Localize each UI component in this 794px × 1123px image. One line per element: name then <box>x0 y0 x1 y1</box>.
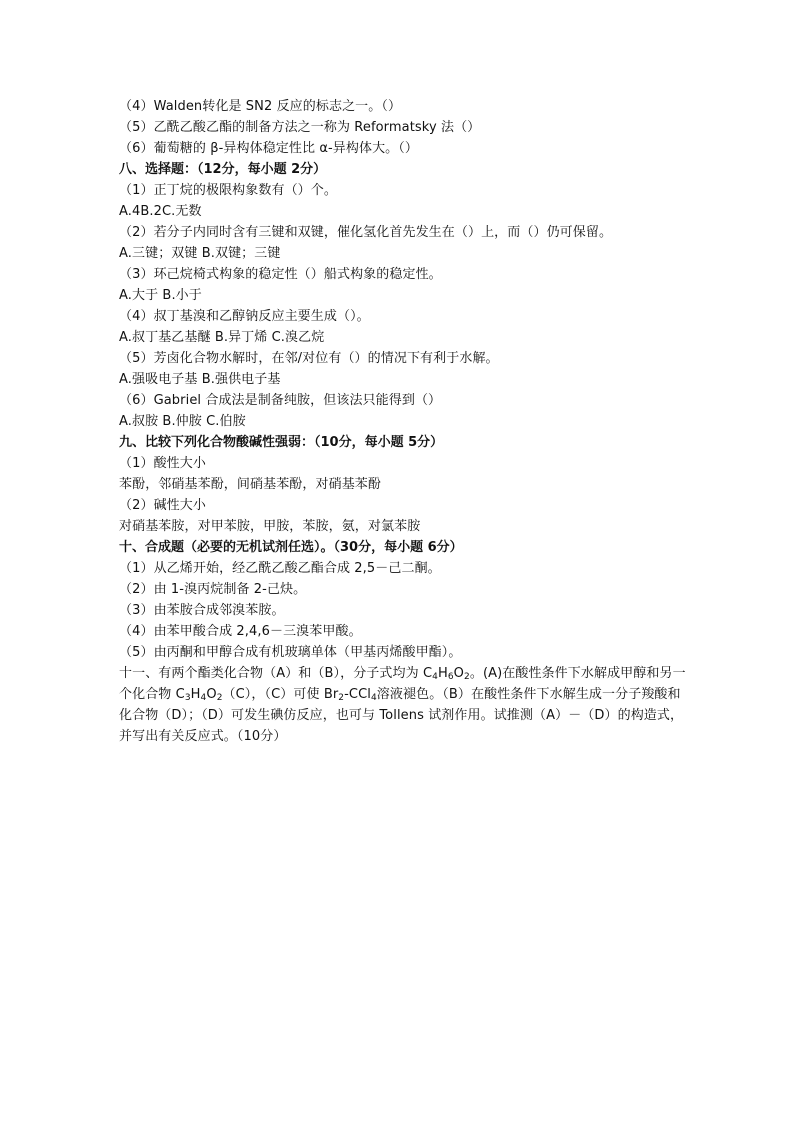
section-9-line: （1）酸性大小 <box>119 456 206 471</box>
formula-subscript: 4 <box>432 672 438 682</box>
section-8-line: （1）正丁烷的极限构象数有（）个。 <box>119 183 337 198</box>
formula-element: O <box>206 687 217 702</box>
exam-content <box>119 96 689 747</box>
section-10-line: （3）由苯胺合成邻溴苯胺。 <box>119 603 285 618</box>
section-8-title: 八、选择题：（12分，每小题 2分） <box>119 162 327 177</box>
section-8-line: （4）叔丁基溴和乙醇钠反应主要生成（）。 <box>119 309 370 324</box>
formula-element: O <box>453 666 465 681</box>
section-10-title: 十、合成题（必要的无机试剂任选）。（30分，每小题 6分） <box>119 540 463 555</box>
formula-subscript: 2 <box>464 672 470 682</box>
section-9-title: 九、比较下列化合物酸碱性强弱：（10分，每小题 5分） <box>119 435 444 450</box>
section-10-line: （5）由丙酮和甲醇合成有机玻璃单体（甲基丙烯酸甲酯）。 <box>119 645 462 660</box>
section-11-text: 。(A)在酸性条件下水解成甲醇和另一个化合物 C <box>119 666 686 702</box>
section-10-line: （1）从乙烯开始，经乙酰乙酸乙酯合成 2,5－己二酮。 <box>119 561 441 576</box>
section-10-line: （4）由苯甲酸合成 2,4,6－三溴苯甲酸。 <box>119 624 362 639</box>
section-11-text: 十一、有两个酯类化合物（A）和（B），分子式均为 C <box>119 666 433 681</box>
section-10-line: （2）由 1-溴丙烷制备 2-己炔。 <box>119 582 307 597</box>
formula-subscript: 6 <box>447 672 454 682</box>
question-5-true-false: （5）乙酰乙酸乙酯的制备方法之一称为 Reformatsky 法（） <box>119 120 481 135</box>
section-11-text: （C），（C）可使 Br <box>222 687 339 702</box>
formula-subscript: 4 <box>200 693 207 703</box>
section-8-line: A.叔胺 B.仲胺 C.伯胺 <box>119 414 246 429</box>
formula-subscript: 2 <box>338 693 345 703</box>
section-9-line: 苯酚，邻硝基苯酚，间硝基苯酚，对硝基苯酚 <box>119 477 382 492</box>
question-6-true-false: （6）葡萄糖的 β-异构体稳定性比 α-异构体大。（） <box>119 141 418 156</box>
section-9-line: 对硝基苯胺，对甲苯胺，甲胺，苯胺，氨，对氯苯胺 <box>119 519 421 534</box>
formula-element: H <box>437 666 448 681</box>
formula-subscript: 2 <box>216 693 223 703</box>
section-8-line: （2）若分子内同时含有三键和双键，催化氢化首先发生在（）上，而（）仍可保留。 <box>119 225 613 240</box>
section-8-line: （3）环己烷椅式构象的稳定性（）船式构象的稳定性。 <box>119 267 442 282</box>
section-8-line: A.大于 B.小于 <box>119 288 202 303</box>
formula-subscript: 3 <box>184 693 191 703</box>
section-8-line: A.4B.2C.无数 <box>119 204 202 219</box>
section-11-paragraph <box>119 663 689 747</box>
section-11-text: 溶液褪色。（B）在酸性条件下水解生成一分子羧酸和化合物（D）；（D）可发生碘仿反应，也可与 Tollens 试剂作用。试推测（A）－（D）的构造式，并写出有关反应式。（10分） <box>119 687 684 744</box>
section-9-line: （2）碱性大小 <box>119 498 206 513</box>
question-4-true-false: （4）Walden转化是 SN2 反应的标志之一。（） <box>119 99 402 114</box>
section-8-line: A.强吸电子基 B.强供电子基 <box>119 372 281 387</box>
section-8-line: （6）Gabriel 合成法是制备纯胺，但该法只能得到（） <box>119 393 442 408</box>
section-8-line: A.三键；双键 B.双键；三键 <box>119 246 281 261</box>
formula-element: H <box>190 687 201 702</box>
formula-subscript: 4 <box>370 693 377 703</box>
section-11-text: -CCl <box>344 687 371 702</box>
section-8-line: （5）芳卤化合物水解时，在邻/对位有（）的情况下有利于水解。 <box>119 351 499 366</box>
section-8-line: A.叔丁基乙基醚 B.异丁烯 C.溴乙烷 <box>119 330 325 345</box>
